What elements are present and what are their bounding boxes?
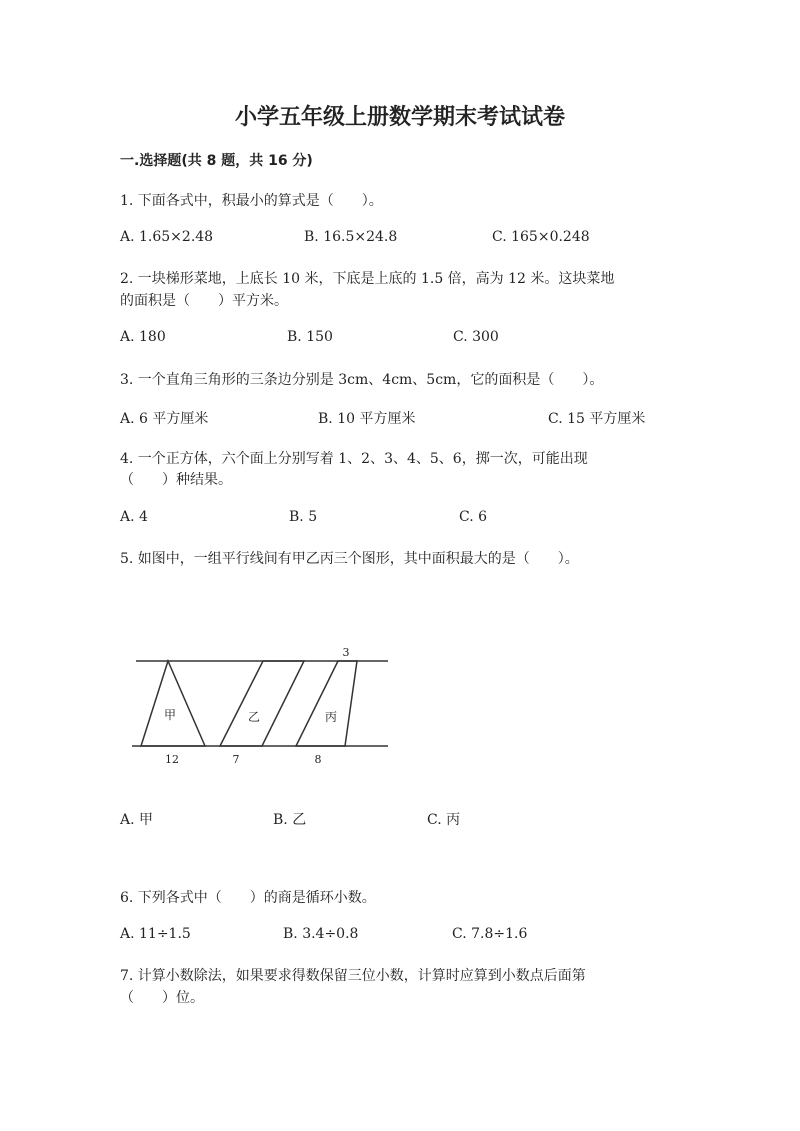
q2-stem-line2: 的面积是（ ）平方米。 [120,293,288,309]
q2-stem-line1: 2. 一块梯形菜地，上底长 10 米，下底是上底的 1.5 倍，高为 12 米。这块菜地 [120,271,615,287]
trapezoid-bing [296,661,357,746]
parallelogram-yi [220,661,304,746]
label-8: 8 [314,753,322,766]
label-3: 3 [342,646,350,659]
q3-option-b: B. 10 平方厘米 [318,411,416,427]
q1-stem: 1. 下面各式中，积最小的算式是（ ）。 [120,193,383,209]
page-title: 小学五年级上册数学期末考试试卷 [234,105,565,130]
q4-stem-line2: （ ）种结果。 [120,472,232,488]
q6-stem: 6. 下列各式中（ ）的商是循环小数。 [120,890,376,906]
q2-option-c: C. 300 [453,329,499,345]
triangle-jia [141,661,205,746]
q1-option-c: C. 165×0.248 [492,229,590,245]
q3-option-a: A. 6 平方厘米 [120,411,209,427]
q6-option-c: C. 7.8÷1.6 [452,926,528,942]
q2-option-b: B. 150 [287,329,333,345]
q4-option-c: C. 6 [459,509,488,525]
q5-option-a: A. 甲 [120,812,154,828]
label-jia: 甲 [163,708,177,722]
q7-stem-line1: 7. 计算小数除法，如果要求得数保留三位小数，计算时应算到小数点后面第 [120,968,586,984]
q2-option-a: A. 180 [120,329,166,345]
q7-stem-line2: （ ）位。 [120,990,204,1006]
q6-option-b: B. 3.4÷0.8 [283,926,359,942]
label-7: 7 [232,753,240,766]
q4-option-b: B. 5 [289,509,318,525]
q5-stem: 5. 如图中，一组平行线间有甲乙丙三个图形，其中面积最大的是（ ）。 [120,551,579,567]
q5-option-c: C. 丙 [427,812,461,828]
q1-option-b: B. 16.5×24.8 [304,229,398,245]
label-12: 12 [165,753,179,766]
q3-stem: 3. 一个直角三角形的三条边分别是 3cm、4cm、5cm，它的面积是（ ）。 [120,372,604,388]
label-bing: 丙 [324,710,338,724]
label-yi: 乙 [247,710,261,724]
q3-option-c: C. 15 平方厘米 [548,411,646,427]
section-heading: 一.选择题(共 8 题，共 16 分) [120,153,313,169]
q6-option-a: A. 11÷1.5 [120,926,191,942]
q5-option-b: B. 乙 [273,812,307,828]
q4-option-a: A. 4 [120,509,148,525]
q1-option-a: A. 1.65×2.48 [120,229,214,245]
q4-stem-line1: 4. 一个正方体，六个面上分别写着 1、2、3、4、5、6，掷一次，可能出现 [120,451,588,467]
